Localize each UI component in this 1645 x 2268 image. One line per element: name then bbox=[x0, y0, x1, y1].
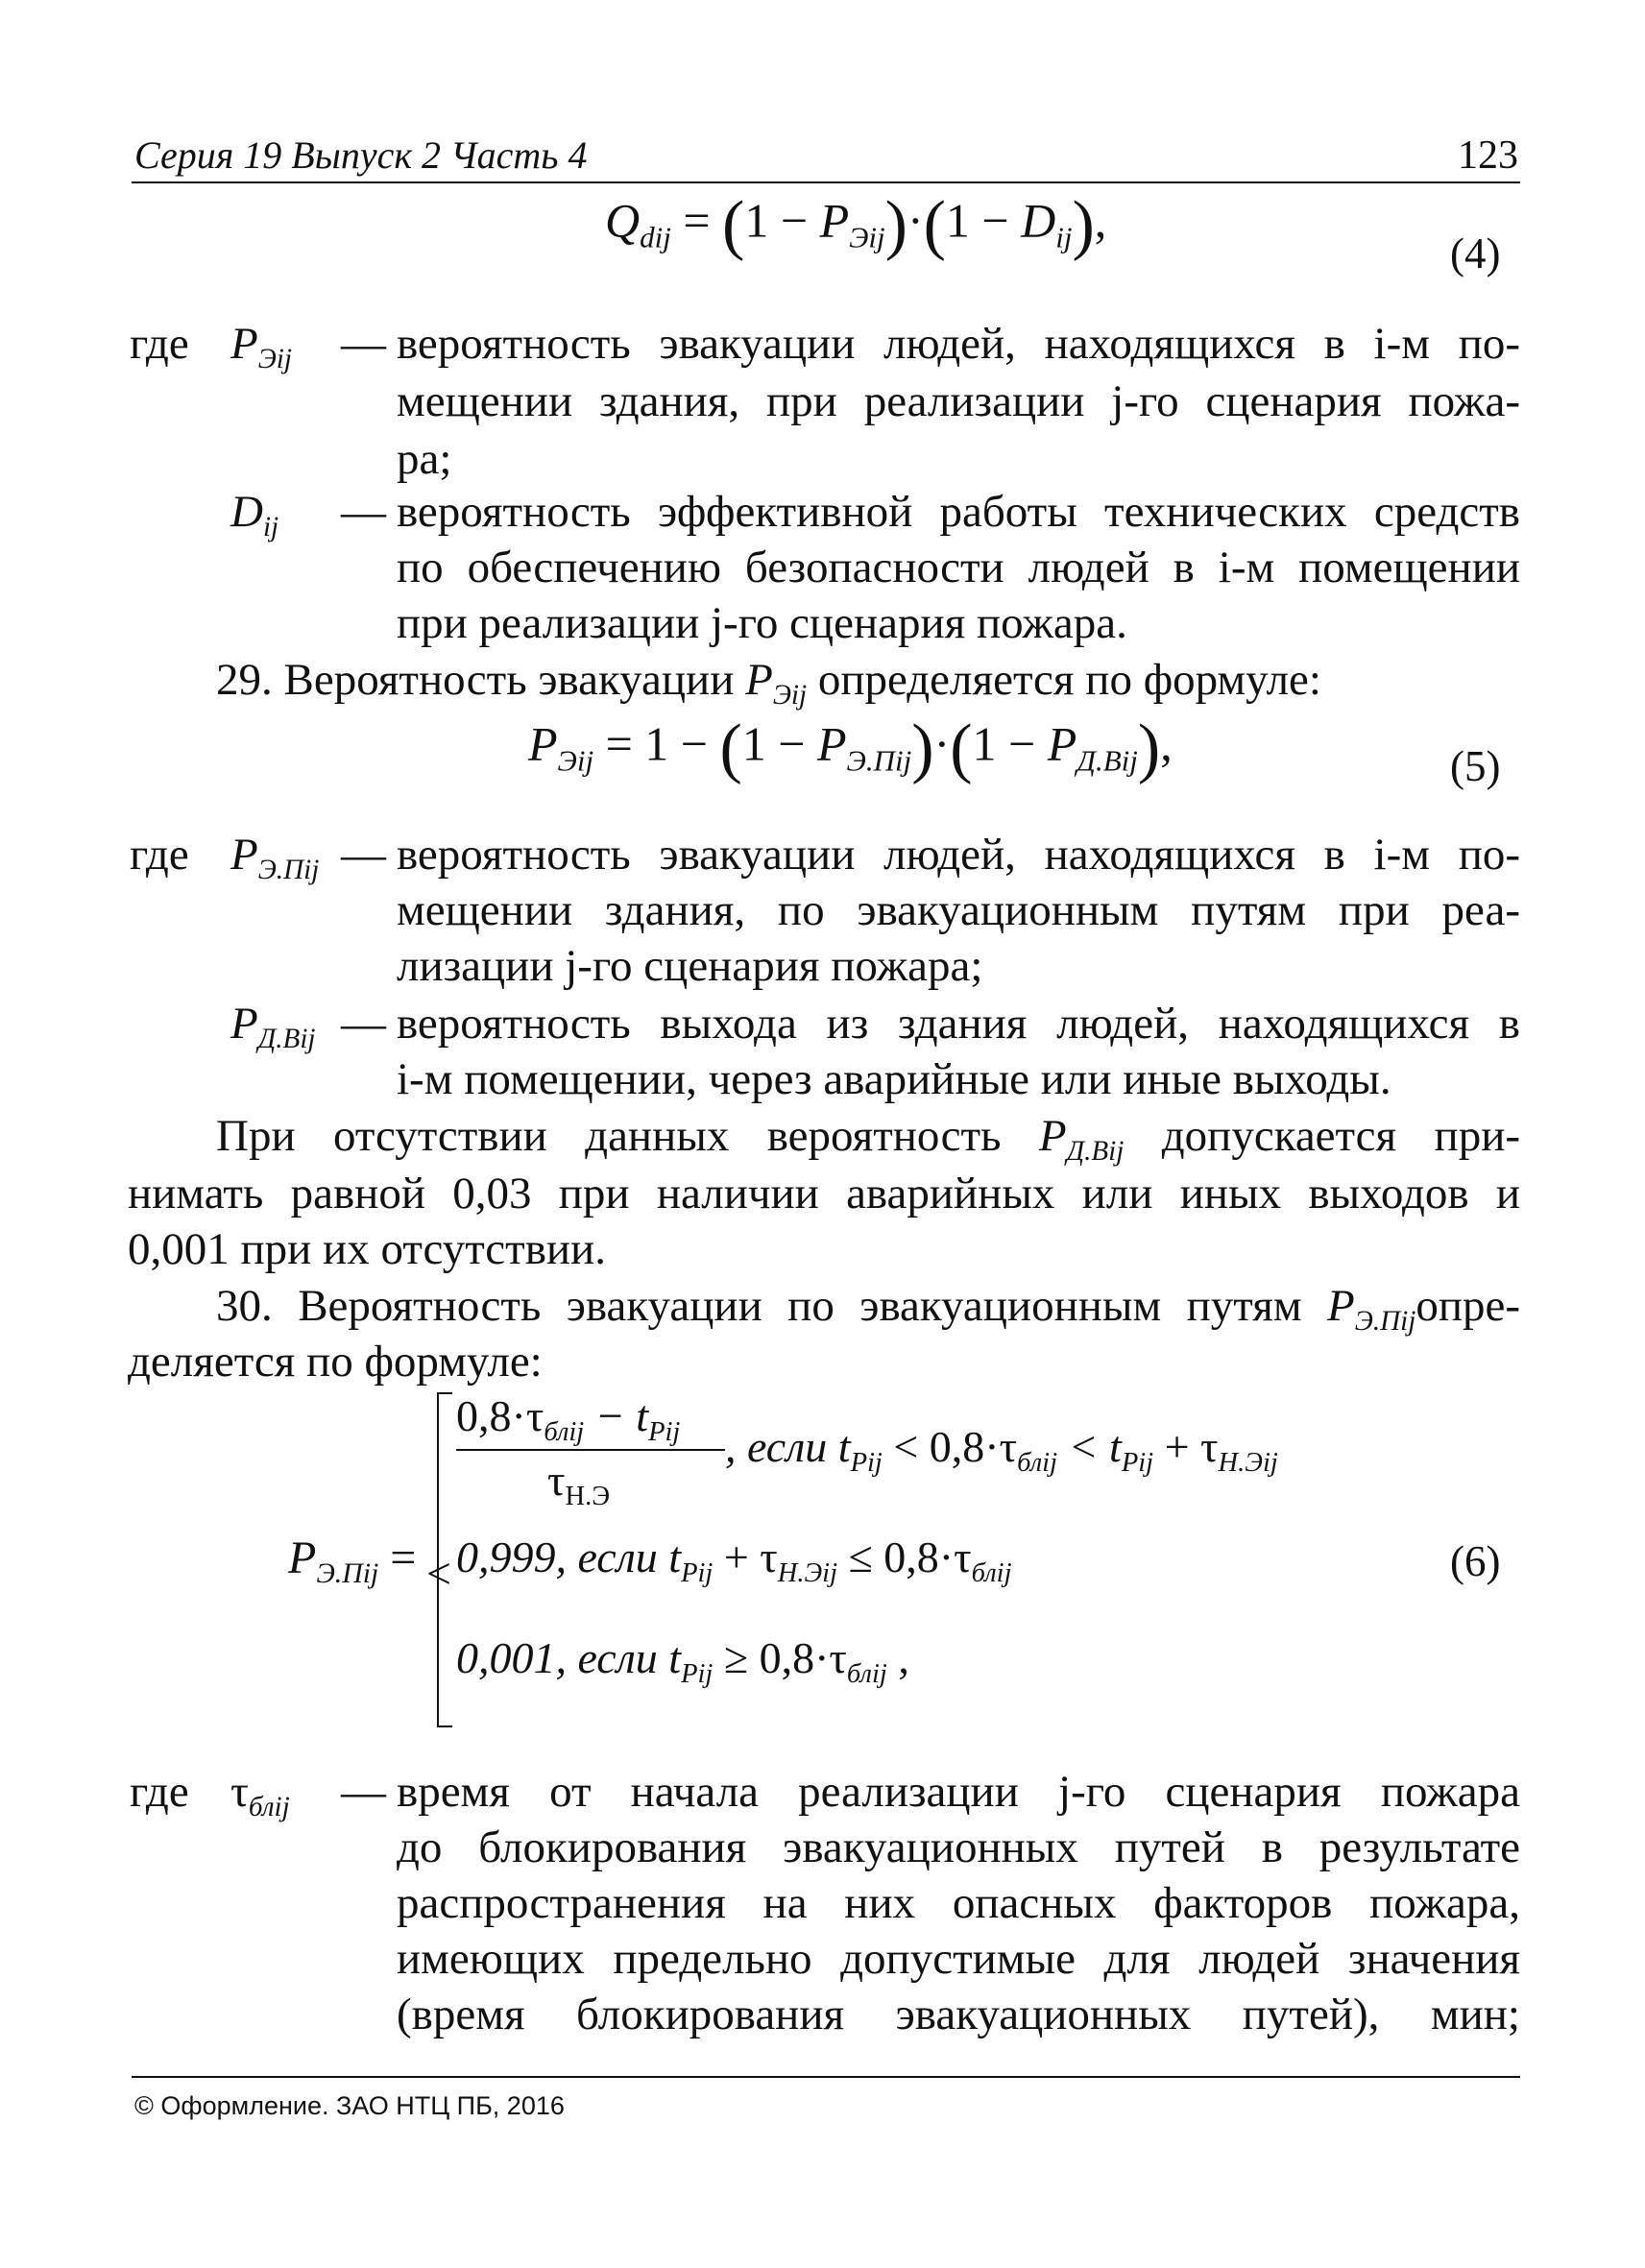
case1-numerator: $0,8\cdot\tau_{блij} - t_{Pij}$ bbox=[456, 1391, 681, 1447]
formula-5-number: (5) bbox=[1450, 742, 1501, 790]
page-number: 123 bbox=[1458, 133, 1518, 178]
definition-dash: — bbox=[341, 487, 386, 537]
definition-line: вероятность эвакуации людей, находящихся в i-м по- bbox=[397, 319, 1520, 369]
footer-rule bbox=[132, 2076, 1520, 2078]
definition-line: i-м помещении, через аварийные или иные выходы. bbox=[397, 1054, 1391, 1104]
paragraph-30: 30. Вероятность эвакуации по эвакуационным путям $P_{Э.Пij}опре-$ bbox=[216, 1281, 1520, 1338]
footer-copyright: © Оформление. ЗАО НТЦ ПБ, 2016 bbox=[134, 2091, 565, 2120]
definition-line: лизации j-го сценария пожара; bbox=[397, 941, 983, 991]
formula-4-number: (4) bbox=[1450, 229, 1501, 277]
definition-line: по обеспечению безопасности людей в i-м помещении bbox=[397, 543, 1520, 592]
fraction-bar bbox=[456, 1449, 725, 1451]
definition-line: ра; bbox=[397, 434, 452, 484]
definition-line: мещении здания, при реализации j-го сценария пожа- bbox=[397, 376, 1520, 426]
formula-6-number: (6) bbox=[1450, 1537, 1501, 1585]
case1-denominator: $\tau_{Н.Э}$ bbox=[547, 1456, 611, 1511]
case2: 0,999, если $t_{Pij} + \tau_{Н.Эij} \le 0,8\cdot\tau_{блij}$ bbox=[456, 1532, 1012, 1588]
symbol-d: $D_{ij}$ bbox=[230, 487, 279, 543]
where-label: где bbox=[130, 319, 189, 369]
symbol-tau-block: $\tau_{блij}$ bbox=[230, 1767, 290, 1823]
formula-5: $P_{Эij} = 1 - (1 - P_{Э.Пij})\cdot(1 - P_{Д.Вij})$, bbox=[528, 712, 1173, 785]
definition-line: вероятность эффективной работы технических средств bbox=[397, 487, 1520, 537]
paragraph-29: 29. Вероятность эвакуации $P_{Эij}$ определяется по формуле: bbox=[216, 655, 1321, 712]
definition-dash: — bbox=[341, 319, 386, 369]
definition-line: (время блокирования эвакуационных путей), мин; bbox=[397, 1990, 1520, 2039]
paragraph-line: деляется по формуле: bbox=[128, 1337, 543, 1387]
paragraph-absent-data: При отсутствии данных вероятность $P_{Д.Вij}$ допускается при- bbox=[216, 1111, 1520, 1168]
definition-line: мещении здания, по эвакуационным путям при реа- bbox=[397, 885, 1520, 935]
definition-line: распространения на них опасных факторов пожара, bbox=[397, 1878, 1520, 1928]
definition-line: вероятность эвакуации людей, находящихся в i-м по- bbox=[397, 830, 1520, 880]
formula-4: $Q_{dij} = (1 - P_{Эij})\cdot(1 - D_{ij})$, bbox=[605, 188, 1107, 262]
where-label: где bbox=[130, 830, 189, 880]
brace-tip: < bbox=[426, 1549, 451, 1598]
where-label: где bbox=[130, 1767, 189, 1817]
paragraph-line: нимать равной 0,03 при наличии аварийных или иных выходов и bbox=[128, 1169, 1520, 1218]
running-header-series: Серия 19 Выпуск 2 Часть 4 bbox=[134, 133, 588, 177]
case1-condition: , если $t_{Pij} < 0,8\cdot\tau_{блij} < t_{Pij} + \tau_{Н.Эij}$ bbox=[725, 1422, 1278, 1478]
symbol-p-evac-path: $P_{Э.Пij}$ bbox=[230, 830, 320, 886]
definition-line: имеющих предельно допустимые для людей значения bbox=[397, 1934, 1520, 1984]
formula-6-lhs: $P_{Э.Пij}$ = bbox=[288, 1532, 417, 1590]
definition-line: при реализации j-го сценария пожара. bbox=[397, 598, 1127, 648]
symbol-p-evac: $P_{Эij}$ bbox=[230, 319, 292, 375]
definition-line: вероятность выхода из здания людей, находящихся в bbox=[397, 999, 1520, 1049]
definition-dash: — bbox=[341, 830, 386, 880]
case3: 0,001, если $t_{Pij} \ge 0,8\cdot\tau_{блij}$ , bbox=[456, 1633, 909, 1689]
paragraph-line: 0,001 при их отсутствии. bbox=[128, 1224, 606, 1274]
definition-dash: — bbox=[341, 999, 386, 1049]
definition-line: время от начала реализации j-го сценария пожара bbox=[397, 1767, 1520, 1817]
definition-line: до блокирования эвакуационных путей в результате bbox=[397, 1822, 1520, 1872]
definition-dash: — bbox=[341, 1767, 386, 1817]
symbol-p-exit: $P_{Д.Вij}$ bbox=[230, 999, 316, 1055]
header-rule bbox=[132, 181, 1520, 183]
